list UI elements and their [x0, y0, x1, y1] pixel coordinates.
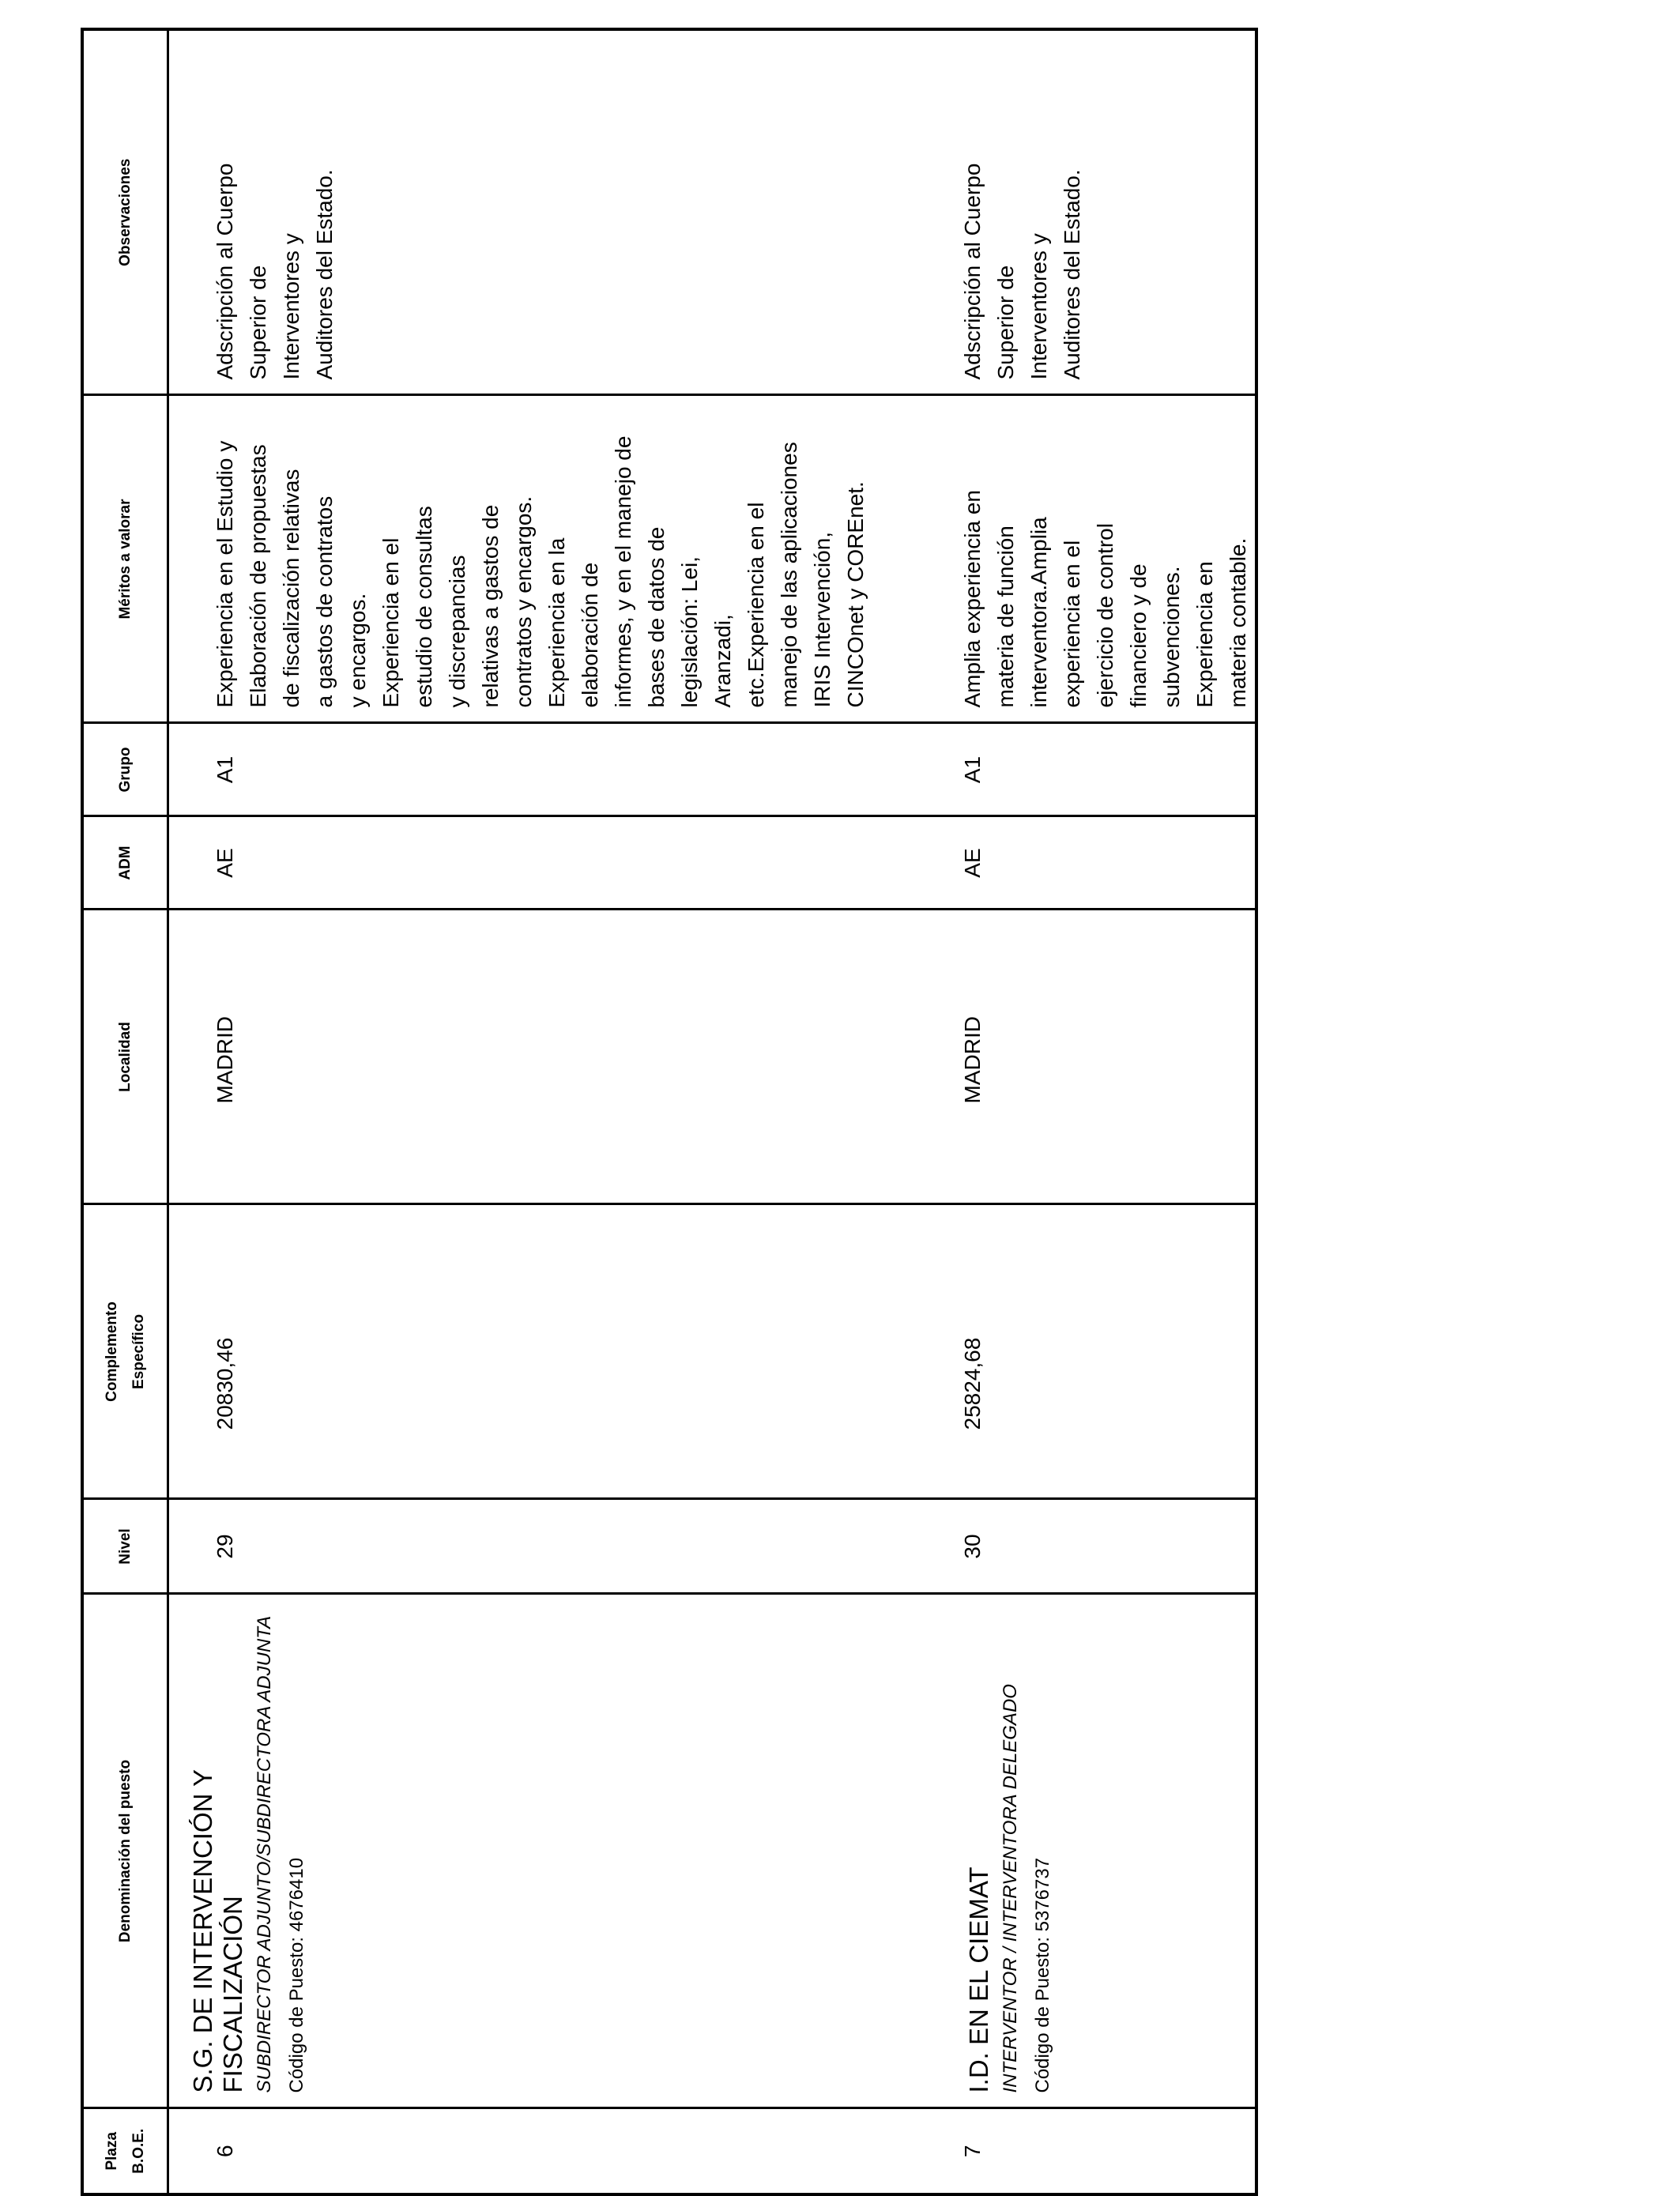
header-especifico: Específico [130, 1313, 147, 1390]
cell-plaza [917, 2108, 1256, 2194]
job-title: SUBDIRECTOR ADJUNTO/SUBDIRECTORA ADJUNTA [254, 1615, 275, 2093]
nivel-value: 29 [213, 1534, 237, 1559]
header-denominacion: Denominación del puesto [82, 1594, 168, 2108]
cell-nivel [917, 1499, 1256, 1594]
cell-meritos [168, 395, 917, 723]
localidad-value: MADRID [213, 1016, 237, 1104]
header-plaza: Plaza [103, 2131, 120, 2171]
localidad-value: MADRID [959, 1016, 985, 1104]
cell-localidad [168, 910, 917, 1204]
plaza-number: 7 [959, 2145, 985, 2158]
cell-denominacion [917, 1594, 1256, 2108]
denominacion-block [917, 1595, 1059, 2107]
header-row [82, 29, 168, 2194]
cell-grupo [917, 723, 1256, 816]
table-row [168, 29, 917, 2194]
plaza-number: 6 [213, 2145, 237, 2158]
cell-observaciones [168, 29, 917, 395]
header-plaza-boe [82, 2108, 168, 2194]
cell-plaza [168, 2108, 917, 2194]
cell-nivel [168, 1499, 917, 1594]
nivel-value: 30 [959, 1534, 985, 1559]
cell-adm [917, 816, 1256, 910]
cell-denominacion [168, 1594, 917, 2108]
job-title: INTERVENTOR / INTERVENTORA DELEGADO [999, 1684, 1021, 2093]
header-complemento: Complemento [103, 1301, 120, 1402]
header-localidad: Localidad [82, 910, 168, 1204]
cell-observaciones [917, 29, 1256, 395]
header-nivel: Nivel [82, 1499, 168, 1594]
header-adm: ADM [82, 816, 168, 910]
header-observaciones: Observaciones [82, 29, 168, 395]
observaciones-text: Adscripción al Cuerpo Superior de Interventores y Auditores del Estado. [213, 163, 337, 380]
header-grupo: Grupo [82, 723, 168, 816]
unit-name: I.D. EN EL CIEMAT [963, 1866, 993, 2093]
grupo-value: A1 [959, 755, 985, 784]
cell-localidad [917, 910, 1256, 1204]
adm-value: AE [959, 848, 985, 878]
job-code: Código de Puesto: 5376737 [1031, 1857, 1053, 2093]
grupo-value: A1 [213, 755, 237, 784]
vacancy-table [81, 28, 1258, 2196]
cell-complemento [917, 1204, 1256, 1499]
adm-value: AE [213, 848, 237, 878]
table-row [917, 29, 1256, 2194]
rotated-table-wrapper [81, 31, 1253, 2196]
cell-complemento [168, 1204, 917, 1499]
header-complemento-especifico [82, 1204, 168, 1499]
cell-grupo [168, 723, 917, 816]
denominacion-block [169, 1595, 313, 2107]
job-code: Código de Puesto: 4676410 [286, 1857, 307, 2093]
cell-meritos [917, 395, 1256, 723]
meritos-text: Amplia experiencia en materia de función interventora.Amplia experiencia en el ejercicio de control financiero y de subvenciones. Experiencia en materia contable. [959, 490, 1250, 708]
observaciones-text: Adscripción al Cuerpo Superior de Interventores y Auditores del Estado. [959, 163, 1084, 380]
header-meritos: Méritos a valorar [82, 395, 168, 723]
complemento-value: 25824,68 [959, 1337, 985, 1430]
cell-adm [168, 816, 917, 910]
header-boe: B.O.E. [130, 2128, 147, 2174]
unit-name: S.G. DE INTERVENCIÓN Y FISCALIZACIÓN [188, 1769, 247, 2093]
complemento-value: 20830,46 [213, 1337, 237, 1430]
meritos-text: Experiencia en el Estudio y Elaboración de propuestas de fiscalización relativas a gastos de contratos y encargos. Experiencia en el estudio de consultas y discrepancias relativas a gastos de contratos y encargos. Experiencia en la elaboración de informes, y en el manejo de bases de datos de legislación: Lei, Aranzadi, etc.Experiencia en el manejo de las aplicaciones IRIS Intervención, CINCOnet y COREnet. [213, 435, 868, 708]
